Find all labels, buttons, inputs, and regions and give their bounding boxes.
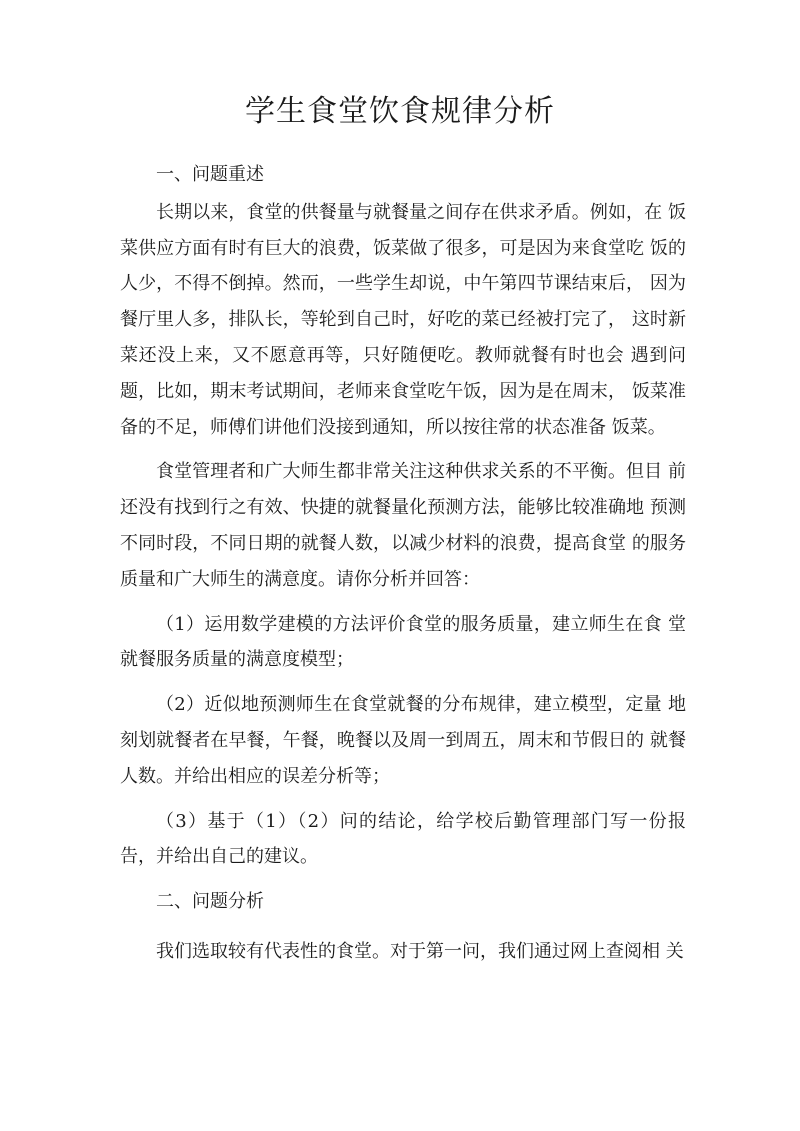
paragraph: 长期以来，食堂的供餐量与就餐量之间存在供求矛盾。例如，在 饭菜供应方面有时有巨大的浪费，饭菜做了很多，可是因为来食堂吃 饭的人少，不得不倒掉。然而，一些学生却说，中午第四节课结束后， 因为餐厅里人多，排队长，等轮到自己时，好吃的菜已经被打完了， 这时新菜还没上来，又不愿意再等，只好随便吃。教师就餐有时也会 遇到问题，比如，期末考试期间，老师来食堂吃午饭，因为是在周末， 饭菜准备的不足，师傅们讲他们没接到通知，所以按往常的状态准备 饭菜。 (120, 201, 686, 438)
document-body (120, 157, 686, 970)
document-title: 学生食堂饮食规律分析 (245, 94, 555, 129)
section-heading-problem-analysis: 二、问题分析 (156, 891, 264, 913)
list-item: （1）运用数学建模的方法评价食堂的服务质量，建立师生在食 堂就餐服务质量的满意度模型； (120, 613, 686, 671)
paragraph: 食堂管理者和广大师生都非常关注这种供求关系的不平衡。但目 前还没有找到行之有效、快捷的就餐量化预测方法，能够比较准确地 预测不同时段，不同日期的就餐人数，以减少材料的浪费，提高食堂 的服务质量和广大师生的满意度。请你分析并回答： (120, 461, 686, 590)
section-heading-problem-restatement: 一、问题重述 (156, 164, 264, 185)
paragraph: 我们选取较有代表性的食堂。对于第一问，我们通过网上查阅相 关 (156, 940, 684, 962)
list-item: （3）基于（1）（2）问的结论，给学校后勤管理部门写一份报 告，并给出自己的建议。 (120, 810, 686, 868)
list-item: （2）近似地预测师生在食堂就餐的分布规律，建立模型，定量 地刻划就餐者在早餐，午餐，晚餐以及周一到周五，周末和节假日的 就餐人数。并给出相应的误差分析等； (120, 694, 686, 787)
